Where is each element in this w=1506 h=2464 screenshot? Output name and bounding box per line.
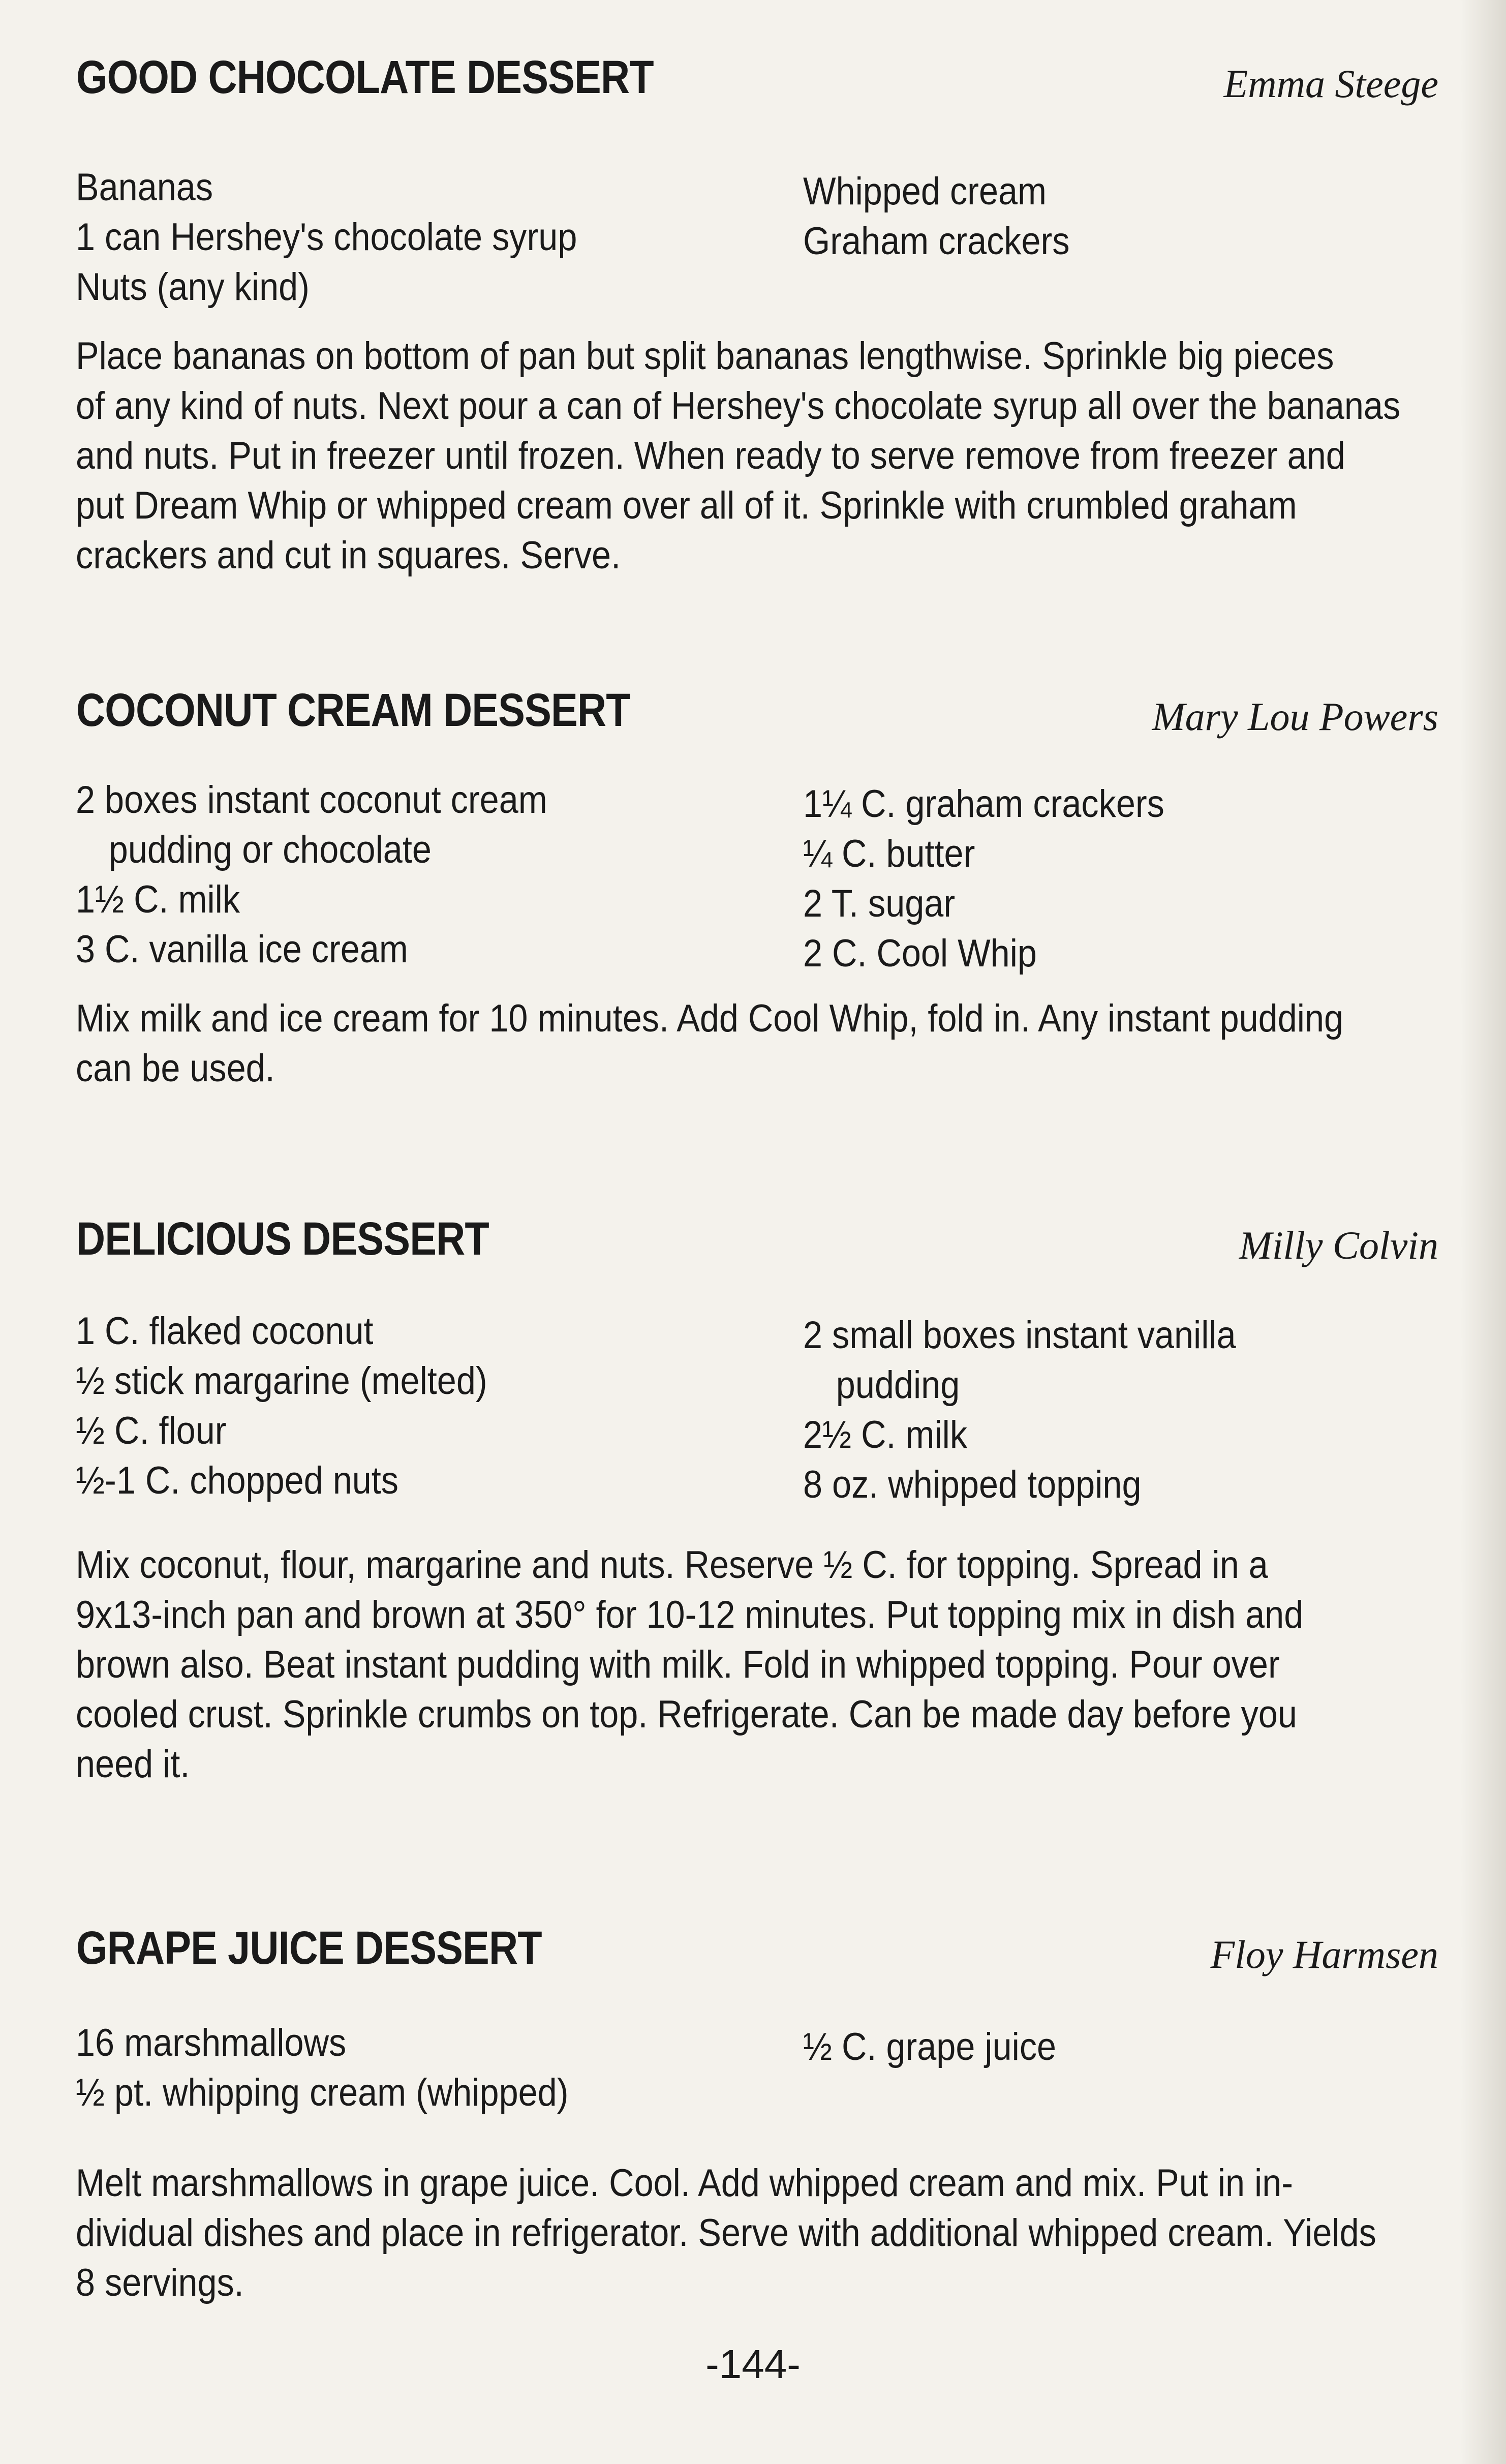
recipe-directions — [71, 2158, 1439, 2308]
ingredients-list — [71, 163, 1438, 312]
recipe-author: Mary Lou Powers — [1152, 694, 1438, 739]
ingredient: 1 C. flaked coconut — [76, 1310, 374, 1353]
recipe-directions — [71, 1540, 1439, 1789]
ingredient: 2 small boxes instant vanilla — [803, 1314, 1236, 1357]
ingredient: ½ C. grape juice — [803, 2025, 1057, 2068]
ingredients-right-column — [803, 2018, 1352, 2118]
ingredient: 2 C. Cool Whip — [803, 932, 1037, 975]
directions-line: 8 servings. — [76, 2261, 244, 2304]
recipe-directions — [71, 331, 1439, 581]
recipe-author: Emma Steege — [1223, 62, 1438, 106]
directions-line: Mix coconut, flour, margarine and nuts. Reserve ½ C. for topping. Spread in a — [76, 1543, 1268, 1587]
ingredients-left-column — [71, 1306, 730, 1510]
ingredients-right-column — [803, 775, 1352, 979]
ingredient: 2 boxes instant coconut cream — [76, 778, 547, 822]
recipe-header — [71, 1922, 1438, 1988]
ingredient: ½-1 C. chopped nuts — [76, 1459, 399, 1502]
directions-line: Mix milk and ice cream for 10 minutes. Add Cool Whip, fold in. Any instant pudding — [76, 997, 1344, 1040]
ingredients-right-column — [803, 1306, 1352, 1510]
ingredient: Graham crackers — [803, 220, 1070, 263]
recipe-coconut-cream-dessert — [71, 684, 1438, 1093]
directions-line: cooled crust. Sprinkle crumbs on top. Refrigerate. Can be made day before you — [76, 1693, 1297, 1736]
ingredient: 1 can Hershey's chocolate syrup — [76, 216, 577, 259]
ingredient: ½ stick margarine (melted) — [76, 1359, 487, 1403]
directions-line: put Dream Whip or whipped cream over all of it. Sprinkle with crumbled graham — [76, 484, 1297, 527]
ingredient: 1½ C. milk — [76, 878, 240, 921]
ingredients-left-column — [71, 775, 730, 979]
recipe-header — [71, 51, 1438, 117]
directions-line: crackers and cut in squares. Serve. — [76, 534, 621, 577]
ingredient: pudding or chocolate — [108, 828, 432, 871]
ingredients-right-column — [803, 163, 1352, 312]
recipe-author: Floy Harmsen — [1210, 1932, 1438, 1976]
recipe-grape-juice-dessert — [71, 1922, 1438, 2308]
ingredient: ½ C. flour — [76, 1409, 227, 1452]
directions-line: brown also. Beat instant pudding with milk. Fold in whipped topping. Pour over — [76, 1643, 1280, 1686]
ingredient: 2½ C. milk — [803, 1413, 968, 1456]
directions-line: need it. — [76, 1743, 190, 1786]
ingredient: Bananas — [76, 166, 213, 209]
recipe-title: GRAPE JUICE DESSERT — [76, 1922, 542, 1974]
ingredient: Whipped cream — [803, 170, 1047, 213]
ingredients-left-column — [71, 163, 730, 312]
directions-line: 9x13-inch pan and brown at 350° for 10-12 minutes. Put topping mix in dish and — [76, 1593, 1304, 1636]
ingredient: pudding — [836, 1363, 960, 1407]
ingredient: ½ pt. whipping cream (whipped) — [76, 2071, 569, 2114]
recipe-delicious-dessert — [71, 1212, 1438, 1789]
ingredient: 8 oz. whipped topping — [803, 1463, 1142, 1506]
recipe-title: COCONUT CREAM DESSERT — [76, 684, 630, 736]
ingredients-left-column — [71, 2018, 730, 2118]
recipe-title: DELICIOUS DESSERT — [76, 1213, 489, 1265]
page-edge-shadow — [1460, 0, 1506, 2464]
ingredient: 2 T. sugar — [803, 882, 956, 925]
recipe-directions — [71, 994, 1439, 1093]
ingredients-list — [71, 2018, 1438, 2118]
recipe-good-chocolate-dessert — [71, 51, 1438, 581]
ingredient: 16 marshmallows — [76, 2021, 347, 2064]
ingredients-list — [71, 775, 1438, 979]
directions-line: and nuts. Put in freezer until frozen. When ready to serve remove from freezer and — [76, 434, 1345, 477]
ingredient: 1¼ C. graham crackers — [803, 782, 1164, 826]
ingredient: 3 C. vanilla ice cream — [76, 928, 408, 971]
recipe-header — [71, 684, 1438, 750]
recipe-author: Milly Colvin — [1239, 1223, 1438, 1267]
ingredient: Nuts (any kind) — [76, 265, 310, 309]
directions-line: Place bananas on bottom of pan but split bananas lengthwise. Sprinkle big pieces — [76, 334, 1334, 378]
directions-line: of any kind of nuts. Next pour a can of Hershey's chocolate syrup all over the bananas — [76, 384, 1401, 428]
ingredients-list — [71, 1306, 1438, 1510]
directions-line: dividual dishes and place in refrigerator. Serve with additional whipped cream. Yields — [76, 2211, 1376, 2255]
page-number: -144- — [705, 2341, 801, 2387]
ingredient: ¼ C. butter — [803, 832, 975, 875]
directions-line: can be used. — [76, 1047, 275, 1090]
recipe-header — [71, 1212, 1438, 1279]
recipe-title: GOOD CHOCOLATE DESSERT — [76, 51, 654, 103]
directions-line: Melt marshmallows in grape juice. Cool. Add whipped cream and mix. Put in in- — [76, 2162, 1294, 2205]
